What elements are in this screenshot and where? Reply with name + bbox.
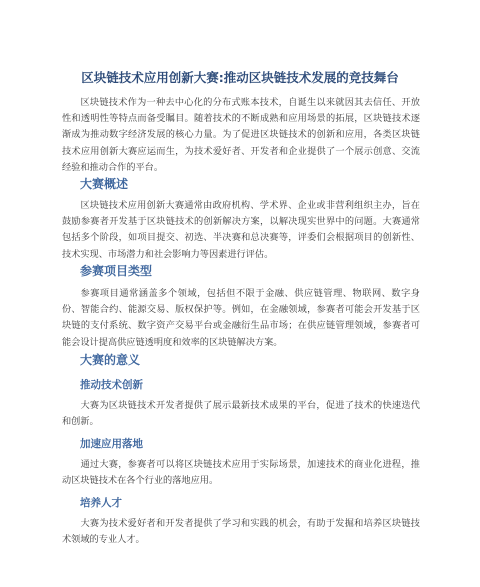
subsection-heading-deployment: 加速应用落地 (80, 438, 143, 450)
subsection-heading-innovation: 推动技术创新 (80, 379, 143, 391)
subsection-paragraph-talent: 大赛为技术爱好者和开发者提供了学习和实践的机会，有助于发掘和培养区块链技术领域的专业人才。 (62, 518, 420, 546)
intro-paragraph: 区块链技术作为一种去中心化的分布式账本技术，自诞生以来就因其去信任、开放性和透明性等特点而备受瞩目。随着技术的不断成熟和应用场景的拓展，区块链技术逐渐成为推动数字经济发展的核心力量。为了促进区块链技术的创新和应用，各类区块链技术应用创新大赛应运而生，为技术爱好者、开发者和企业提供了一个展示创意、交流经验和推动合作的平台。 (62, 97, 420, 173)
section-paragraph-overview: 区块链技术应用创新大赛通常由政府机构、学术界、企业或非营利组织主办，旨在鼓励参赛者开发基于区块链技术的创新解决方案，以解决现实世界中的问题。大赛通常包括多个阶段，如项目提交、初选、半决赛和总决赛等，评委们会根据项目的创新性、技术实现、市场潜力和社会影响力等因素进行评估。 (62, 200, 420, 260)
section-heading-overview: 大赛概述 (80, 177, 129, 191)
subsection-heading-talent: 培养人才 (80, 497, 122, 509)
section-heading-significance: 大赛的意义 (80, 353, 141, 367)
document-title: 区块链技术应用创新大赛:推动区块链技术发展的竞技舞台 (81, 70, 399, 85)
section-heading-project-types: 参赛项目类型 (80, 264, 153, 278)
subsection-paragraph-innovation: 大赛为区块链技术开发者提供了展示最新技术成果的平台，促进了技术的快速迭代和创新。 (62, 400, 420, 428)
section-paragraph-project-types: 参赛项目通常涵盖多个领域，包括但不限于金融、供应链管理、物联网、数字身份、智能合约、能源交易、版权保护等。例如，在金融领域，参赛者可能会开发基于区块链的支付系统、数字资产交易平台或金融衍生品市场；在供应链管理领域，参赛者可能会设计提高供应链透明度和效率的区块链解决方案。 (62, 288, 420, 348)
subsection-paragraph-deployment: 通过大赛，参赛者可以将区块链技术应用于实际场景，加速技术的商业化进程，推动区块链技术在各个行业的落地应用。 (62, 459, 420, 487)
